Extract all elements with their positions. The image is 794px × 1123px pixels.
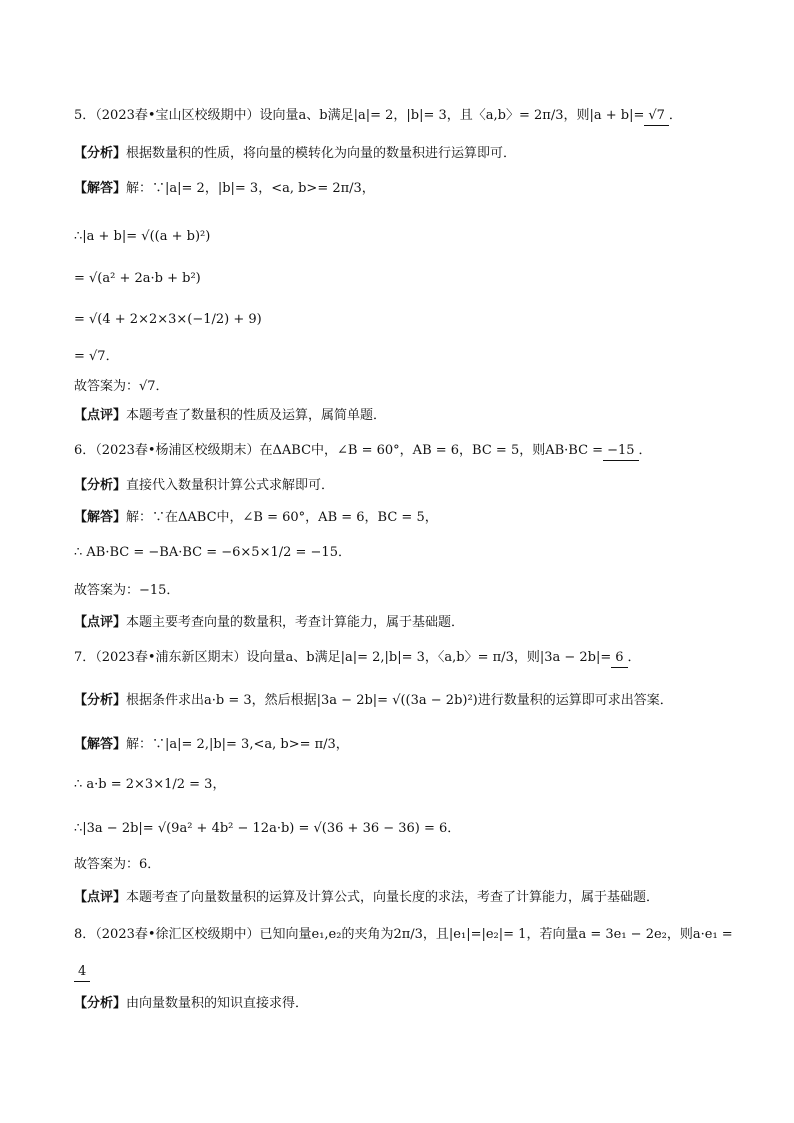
analysis-line <box>74 692 673 710</box>
section-tag: 【分析】 <box>74 996 127 1011</box>
question-suffix: ． <box>638 443 652 458</box>
analysis-line <box>74 736 349 754</box>
text-line <box>74 963 90 982</box>
analysis-line <box>74 407 386 425</box>
solution-step: 故答案为：−15． <box>74 583 180 598</box>
section-tag: 【解答】 <box>74 737 127 752</box>
answer-blank: 6 <box>611 649 627 668</box>
solution-step: ∴|a + b|= √((a + b)²) <box>74 229 211 244</box>
solution-step: = √7． <box>74 349 119 364</box>
section-text: 本题主要考查向量的数量积，考查计算能力，属于基础题． <box>126 615 465 630</box>
question-suffix: ． <box>627 650 641 665</box>
text-line <box>74 270 201 288</box>
section-text: 解：∵在ΔABC中，∠B = 60°，AB = 6，BC = 5， <box>126 510 438 525</box>
section-text: 本题考查了数量积的性质及运算，属简单题． <box>126 408 387 423</box>
text-line <box>74 378 169 396</box>
answer-blank: −15 <box>603 442 638 461</box>
analysis-line <box>74 477 334 495</box>
solution-step: 故答案为：6． <box>74 857 161 872</box>
question-text: 7．（2023春•浦东新区期末）设向量a、b满足|a|= 2,|b|= 3，〈a,b〉= π/3，则|3a − 2b|= <box>74 650 612 665</box>
section-text: 直接代入数量积计算公式求解即可． <box>126 478 335 493</box>
solution-step: 故答案为：√7． <box>74 379 169 394</box>
question-text: 5．（2023春•宝山区校级期中）设向量a、b满足|a|= 2，|b|= 3，且〈a,b〉= 2π/3，则|a + b|= <box>74 108 645 123</box>
question-line <box>74 442 652 461</box>
answer-blank: √7 <box>644 107 669 126</box>
text-line <box>74 311 262 329</box>
section-tag: 【点评】 <box>74 615 127 630</box>
question-text: 6．（2023春•杨浦区校级期末）在ΔABC中，∠B = 60°，AB = 6，BC = 5，则AB·BC = <box>74 443 604 458</box>
section-tag: 【分析】 <box>74 146 127 161</box>
solution-step: ∴ AB·BC = −BA·BC = −6×5×1/2 = −15． <box>74 545 351 560</box>
section-text: 根据条件求出a·b = 3，然后根据|3a − 2b|= √((3a − 2b)²)进行数量积的运算即可求出答案． <box>126 693 673 708</box>
solution-step: ∴|3a − 2b|= √(9a² + 4b² − 12a·b) = √(36 + 36 − 36) = 6． <box>74 821 461 836</box>
text-line <box>74 228 210 246</box>
section-tag: 【点评】 <box>74 890 127 905</box>
analysis-line <box>74 180 375 198</box>
analysis-line <box>74 995 308 1013</box>
analysis-line <box>74 145 516 163</box>
question-line <box>74 107 682 126</box>
text-line <box>74 348 119 366</box>
text-line <box>74 820 460 838</box>
section-tag: 【分析】 <box>74 478 127 493</box>
analysis-line <box>74 509 438 527</box>
analysis-line <box>74 614 464 632</box>
solution-step: = √(a² + 2a·b + b²) <box>74 271 201 286</box>
section-tag: 【点评】 <box>74 408 127 423</box>
question-suffix: ． <box>668 108 682 123</box>
analysis-line <box>74 889 659 907</box>
solution-step: 8．（2023春•徐汇区校级期中）已知向量e₁,e₂的夹角为2π/3，且|e₁|=|e₂|= 1，若向量a = 3e₁ − 2e₂，则a·e₁ = <box>74 927 733 942</box>
answer-blank: 4 <box>74 963 90 982</box>
section-text: 由向量数量积的知识直接求得． <box>126 996 309 1011</box>
section-text: 解：∵|a|= 2,|b|= 3,<a, b>= π/3， <box>126 737 349 752</box>
question-line <box>74 649 641 668</box>
section-text: 本题考查了向量数量积的运算及计算公式，向量长度的求法，考查了计算能力，属于基础题． <box>126 890 660 905</box>
section-tag: 【分析】 <box>74 693 127 708</box>
section-text: 根据数量积的性质，将向量的模转化为向量的数量积进行运算即可． <box>126 146 517 161</box>
section-tag: 【解答】 <box>74 181 127 196</box>
text-line <box>74 544 351 562</box>
text-line <box>74 582 179 600</box>
section-tag: 【解答】 <box>74 510 127 525</box>
solution-step: = √(4 + 2×2×3×(−1/2) + 9) <box>74 312 262 327</box>
text-line <box>74 926 733 944</box>
text-line <box>74 776 225 794</box>
text-line <box>74 856 160 874</box>
section-text: 解：∵|a|= 2，|b|= 3，<a, b>= 2π/3， <box>126 181 375 196</box>
solution-step: ∴ a·b = 2×3×1/2 = 3， <box>74 777 226 792</box>
